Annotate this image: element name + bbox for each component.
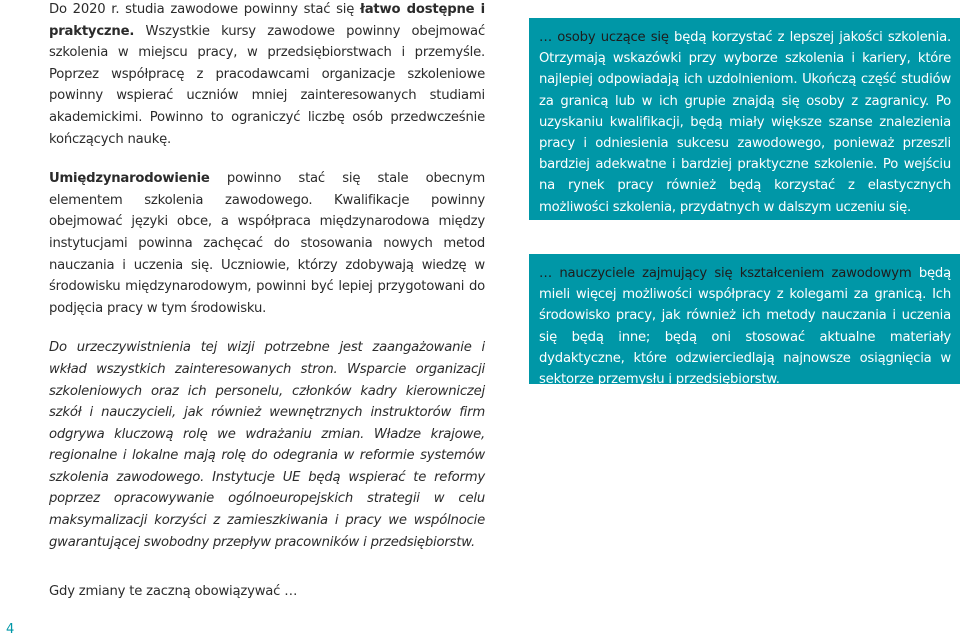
- teachers-box: [529, 254, 960, 388]
- learners-paragraph: [539, 27, 951, 218]
- italic-paragraph: Do urzeczywistnienia tej wizji potrzebne jest zaangażowanie i wkład wszystkich zainteresowanych stron. Wsparcie organizacji szkoleniowych oraz ich personelu, członków kadry kierowniczej szkół i nauczycieli, jak również wewnętrznych instruktorów firm odgrywa kluczową rolę we wdrażaniu zmian. Władze krajowe, regionalne i lokalne mają rolę do odegrania w reformie systemów szkolenia zawodowego. Instytucje UE będą wspierać te reformy poprzez opracowywanie ogólnoeuropejskich strategii w celu maksymalizacji korzyści z zamieszkiwania i pracy we wspólnocie gwarantującej swobodny przepływ pracowników i przedsiębiorstw.: [49, 340, 485, 550]
- internationalisation-paragraph: [49, 168, 485, 319]
- intro-rest: Wszystkie kursy zawodowe powinny obejmować szkolenia w miejscu pracy, w przedsiębiorstwach i przemyśle. Poprzez współpracę z pracodawcami organizacje szkoleniowe powinny wspierać uczniów mniej zainteresowanych studiami akademickimi. Powinno to ograniczyć liczbę osób przedwcześnie kończących naukę.: [49, 23, 485, 147]
- intro-lead: Do 2020 r. studia zawodowe powinny stać się: [49, 2, 361, 17]
- left-column: [49, 0, 485, 603]
- teachers-paragraph: [539, 263, 951, 390]
- closing-line: Gdy zmiany te zaczną obowiązywać …: [49, 584, 298, 600]
- learners-box: [529, 18, 960, 220]
- teachers-text: będą mieli więcej możliwości współpracy z kolegami za granicą. Ich środowisko pracy, jak również ich metody nauczania i uczenia się będą inne; będą oni stosować aktualne materiały dydaktyczne, które odzwierciedlają najnowsze osiągnięcia w sektorze przemysłu i przedsiębiorstw.: [539, 266, 951, 388]
- internationalisation-rest: powinno stać się stale obecnym elementem szkolenia zawodowego. Kwalifikacje powinny obejmować języki obce, a współpraca międzynarodowa między instytucjami powinna zachęcać do stosowania nowych metod nauczania i uczenia się. Uczniowie, którzy zdobywają wiedzę w środowisku międzynarodowym, powinni być lepiej przygotowani do podjęcia pracy w tym środowisku.: [49, 171, 485, 316]
- intro-bold: łatwo dostępne i praktyczne.: [49, 2, 485, 39]
- learners-highlight: … osoby uczące się: [539, 30, 669, 45]
- page-number: 4: [6, 622, 15, 637]
- internationalisation-bold: Umiędzynarodowienie: [49, 171, 210, 187]
- learners-text: będą korzystać z lepszej jakości szkolenia. Otrzymają wskazówki przy wyborze szkolenia i kariery, które najlepiej odpowiadają ich uzdolnieniom. Ukończą część studiów za granicą lub w ich grupie znajdą się osoby z zagranicy. Po uzyskaniu kwalifikacji, będą miały większe szanse znalezienia pracy i odniesienia sukcesu zawodowego, ponieważ przeszli bardziej adekwatne i bardziej praktyczne szkolenie. Po wejściu na rynek pracy również będą korzystać z elastycznych możliwości szkolenia, przydatnych w dalszym uczeniu się.: [539, 30, 951, 215]
- intro-paragraph: [49, 0, 485, 150]
- teachers-highlight: … nauczyciele zajmujący się kształceniem zawodowym: [539, 266, 912, 281]
